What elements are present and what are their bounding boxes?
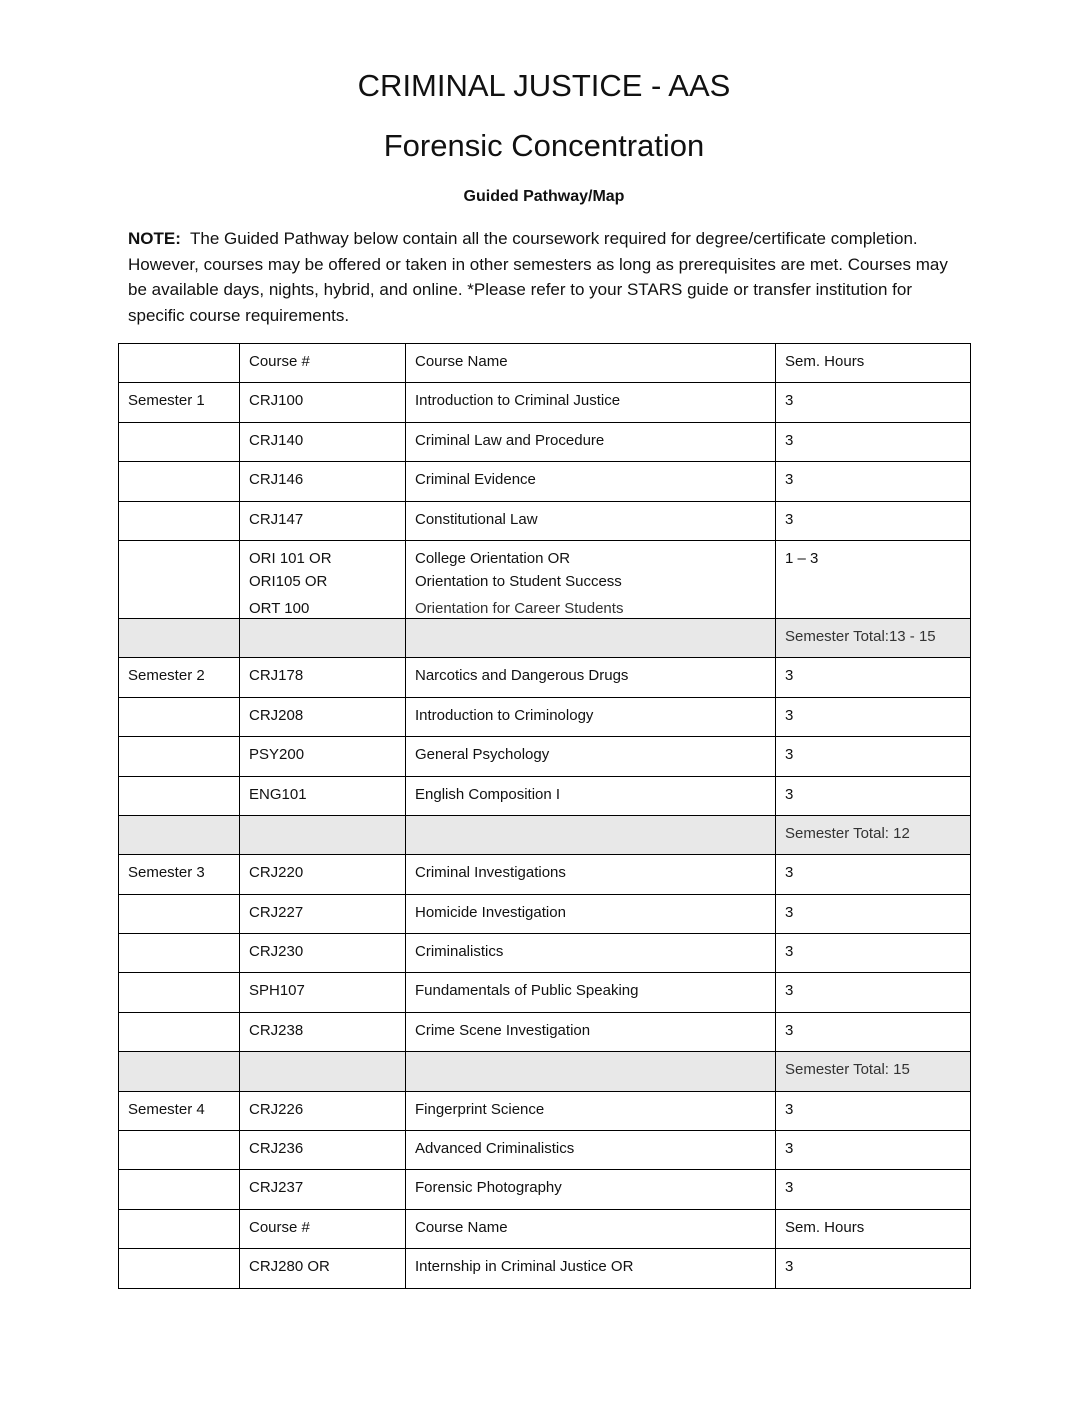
- course-number-cell: CRJ208: [240, 697, 406, 736]
- course-name-cell: General Psychology: [406, 737, 776, 776]
- course-number-cell: CRJ238: [240, 1012, 406, 1051]
- course-number-cell: CRJ280 OR: [240, 1249, 406, 1288]
- sem-hours-cell: 3: [776, 501, 971, 540]
- semester-total-row: [119, 1052, 971, 1091]
- empty-cell: [119, 1052, 240, 1091]
- semester-total-row: [119, 815, 971, 854]
- semester-cell: [119, 501, 240, 540]
- course-name-cell: English Composition I: [406, 776, 776, 815]
- table-row: [119, 540, 971, 618]
- semester-cell: [119, 1012, 240, 1051]
- empty-cell: [406, 815, 776, 854]
- sem-hours-cell: 3: [776, 383, 971, 422]
- table-row: [119, 894, 971, 933]
- semester-cell: [119, 1209, 240, 1248]
- empty-cell: [240, 1052, 406, 1091]
- course-number-cell: CRJ230: [240, 934, 406, 973]
- sem-hours-cell: 3: [776, 697, 971, 736]
- course-name-cell: Introduction to Criminal Justice: [406, 383, 776, 422]
- table-header-row: [119, 344, 971, 383]
- table-row: [119, 1170, 971, 1209]
- sem-hours-cell: 3: [776, 1249, 971, 1288]
- empty-cell: [240, 815, 406, 854]
- header-course-number: Course #: [240, 344, 406, 383]
- sem-hours-cell: Sem. Hours: [776, 1209, 971, 1248]
- course-name-cell: Criminalistics: [406, 934, 776, 973]
- course-number-cell: CRJ100: [240, 383, 406, 422]
- header-semester-cell: [119, 344, 240, 383]
- course-number-cell: CRJ140: [240, 422, 406, 461]
- table-row: [119, 973, 971, 1012]
- note-text: The Guided Pathway below contain all the coursework required for degree/certificate completion. However, courses may be offered or taken in other semesters as long as prerequisites are met. Courses may be available days, nights, hybrid, and online. *Please refer to your STARS guide or transfer institution for specific course requirements.: [128, 229, 948, 325]
- table-row: [119, 422, 971, 461]
- course-number-cell: Course #: [240, 1209, 406, 1248]
- course-name-option: College Orientation OR: [415, 549, 571, 567]
- sem-hours-cell: 1 – 3: [776, 540, 971, 618]
- semester-cell: [119, 894, 240, 933]
- table-row: [119, 1012, 971, 1051]
- course-name-cell: Advanced Criminalistics: [406, 1131, 776, 1170]
- header-sem-hours: Sem. Hours: [776, 344, 971, 383]
- semester-cell: [119, 462, 240, 501]
- sem-hours-cell: 3: [776, 1170, 971, 1209]
- sem-hours-cell: 3: [776, 422, 971, 461]
- table-row: [119, 855, 971, 894]
- sem-hours-cell: 3: [776, 776, 971, 815]
- empty-cell: [240, 618, 406, 657]
- table-row: [119, 934, 971, 973]
- semester-total-row: [119, 618, 971, 657]
- table-row: [119, 1249, 971, 1288]
- semester-cell: [119, 422, 240, 461]
- semester-cell: [119, 737, 240, 776]
- empty-cell: [406, 618, 776, 657]
- course-number-cell: PSY200: [240, 737, 406, 776]
- table-row: [119, 1209, 971, 1248]
- course-number-cell: CRJ226: [240, 1091, 406, 1130]
- semester-cell: [119, 1170, 240, 1209]
- header-course-name: Course Name: [406, 344, 776, 383]
- course-name-cell: [406, 540, 776, 618]
- course-name-cell: Criminal Evidence: [406, 462, 776, 501]
- semester-cell: [119, 776, 240, 815]
- semester-cell: Semester 2: [119, 658, 240, 697]
- semester-cell: [119, 1131, 240, 1170]
- semester-cell: Semester 1: [119, 383, 240, 422]
- course-number-cell: CRJ227: [240, 894, 406, 933]
- semester-cell: [119, 697, 240, 736]
- note-label: NOTE:: [128, 229, 181, 248]
- semester-cell: [119, 973, 240, 1012]
- table-row: [119, 1091, 971, 1130]
- course-number-cell: CRJ178: [240, 658, 406, 697]
- table-row: [119, 697, 971, 736]
- course-number-option: ORI105 OR: [249, 572, 328, 590]
- sem-hours-cell: 3: [776, 894, 971, 933]
- course-number-cell: CRJ236: [240, 1131, 406, 1170]
- semester-cell: Semester 3: [119, 855, 240, 894]
- empty-cell: [406, 1052, 776, 1091]
- course-name-cell: Fundamentals of Public Speaking: [406, 973, 776, 1012]
- course-name-option: Orientation for Career Students: [415, 599, 624, 617]
- course-name-cell: Introduction to Criminology: [406, 697, 776, 736]
- sem-hours-cell: 3: [776, 1131, 971, 1170]
- table-row: [119, 462, 971, 501]
- semester-cell: [119, 1249, 240, 1288]
- course-name-cell: Fingerprint Science: [406, 1091, 776, 1130]
- sem-hours-cell: 3: [776, 973, 971, 1012]
- table-row: [119, 501, 971, 540]
- table-row: [119, 383, 971, 422]
- course-number-cell: CRJ147: [240, 501, 406, 540]
- document-title: CRIMINAL JUSTICE - AAS: [357, 68, 731, 103]
- table-row: [119, 776, 971, 815]
- course-number-cell: CRJ237: [240, 1170, 406, 1209]
- sem-hours-cell: 3: [776, 855, 971, 894]
- course-name-cell: Crime Scene Investigation: [406, 1012, 776, 1051]
- course-table: [118, 343, 971, 1289]
- course-number-cell: CRJ220: [240, 855, 406, 894]
- sem-hours-cell: 3: [776, 1012, 971, 1051]
- semester-total: Semester Total:13 - 15: [776, 618, 971, 657]
- table-row: [119, 658, 971, 697]
- empty-cell: [119, 815, 240, 854]
- table-row: [119, 1131, 971, 1170]
- sem-hours-cell: 3: [776, 737, 971, 776]
- course-name-cell: Forensic Photography: [406, 1170, 776, 1209]
- sem-hours-cell: 3: [776, 658, 971, 697]
- semester-cell: Semester 4: [119, 1091, 240, 1130]
- sem-hours-cell: 3: [776, 934, 971, 973]
- course-number-cell: [240, 540, 406, 618]
- semester-cell: [119, 934, 240, 973]
- course-number-cell: SPH107: [240, 973, 406, 1012]
- semester-total: Semester Total: 12: [776, 815, 971, 854]
- sem-hours-cell: 3: [776, 462, 971, 501]
- course-name-cell: Homicide Investigation: [406, 894, 776, 933]
- sem-hours-cell: 3: [776, 1091, 971, 1130]
- course-name-cell: Course Name: [406, 1209, 776, 1248]
- course-name-cell: Narcotics and Dangerous Drugs: [406, 658, 776, 697]
- course-name-option: Orientation to Student Success: [415, 572, 622, 590]
- course-number-cell: ENG101: [240, 776, 406, 815]
- course-name-cell: Criminal Investigations: [406, 855, 776, 894]
- semester-cell: [119, 540, 240, 618]
- pathway-label: Guided Pathway/Map: [463, 188, 625, 205]
- document-subtitle: Forensic Concentration: [383, 128, 705, 163]
- course-number-cell: CRJ146: [240, 462, 406, 501]
- empty-cell: [119, 618, 240, 657]
- course-number-option: ORI 101 OR: [249, 549, 332, 567]
- course-number-option: ORT 100: [249, 599, 310, 617]
- note-paragraph: [128, 226, 968, 328]
- course-name-cell: Internship in Criminal Justice OR: [406, 1249, 776, 1288]
- course-name-cell: Criminal Law and Procedure: [406, 422, 776, 461]
- table-row: [119, 737, 971, 776]
- course-name-cell: Constitutional Law: [406, 501, 776, 540]
- semester-total: Semester Total: 15: [776, 1052, 971, 1091]
